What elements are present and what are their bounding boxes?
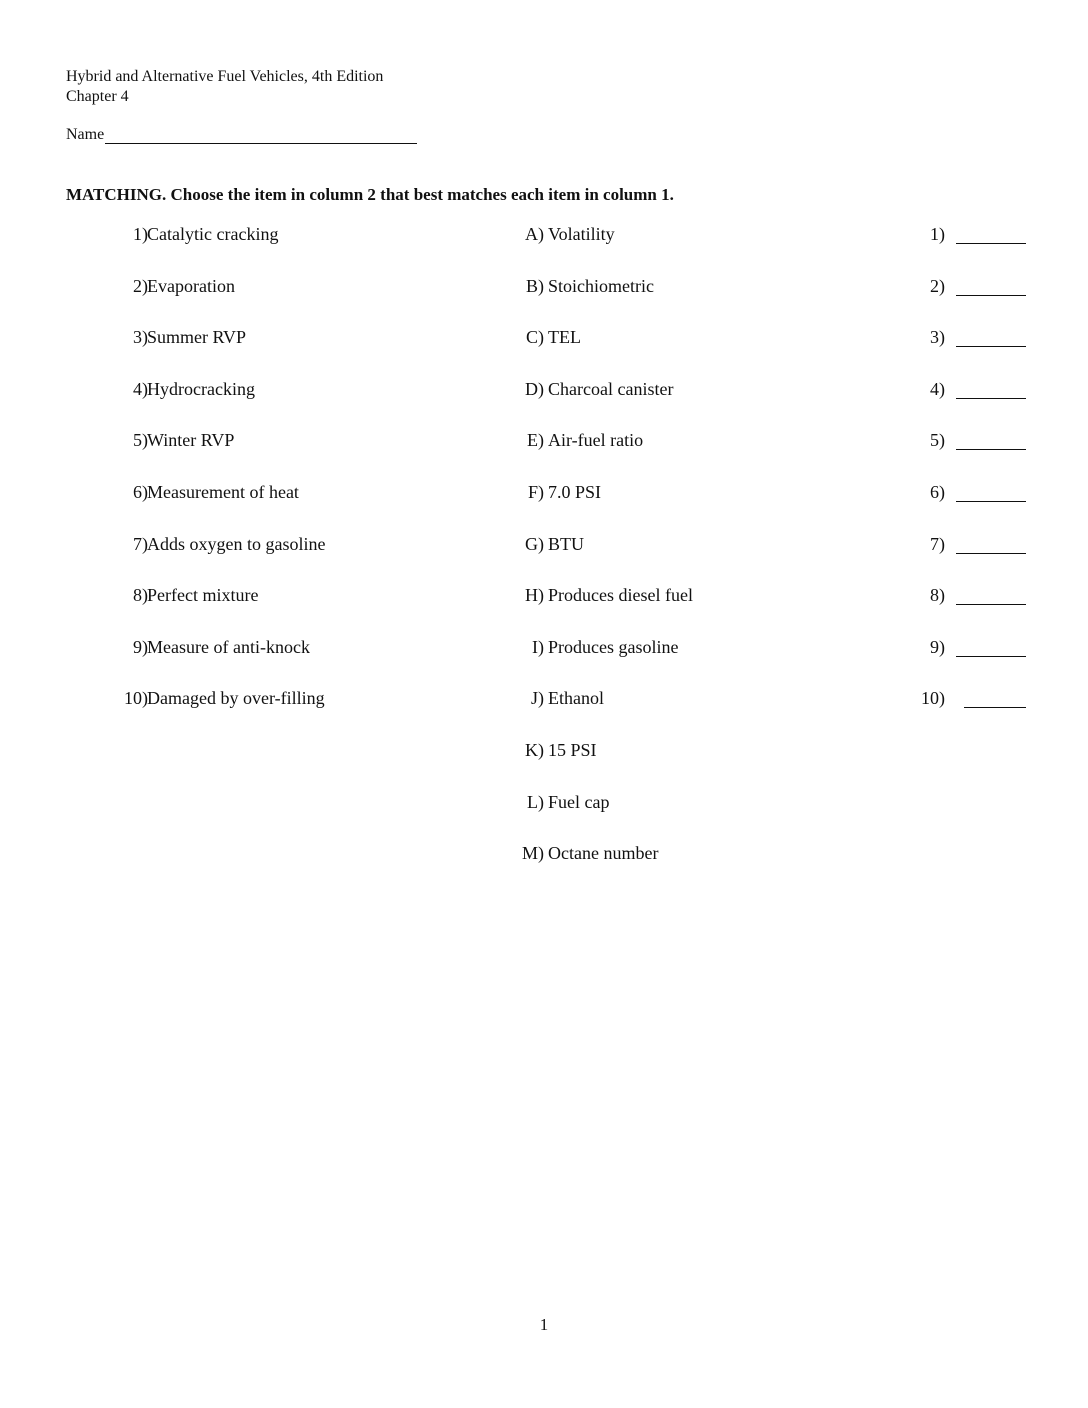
column2-letter: J) xyxy=(531,688,544,709)
column1-term: Measurement of heat xyxy=(147,482,299,502)
column2-letter: I) xyxy=(532,636,544,657)
column1-term: Perfect mixture xyxy=(147,585,259,606)
column1-number: 5) xyxy=(133,430,148,451)
answer-number: 6) xyxy=(930,482,945,502)
column1-term: Hydrocracking xyxy=(147,378,255,399)
column2-term: 7.0 PSI xyxy=(548,482,602,502)
column2-term: BTU xyxy=(548,533,584,554)
answer-blank[interactable] xyxy=(956,501,1026,502)
column2-letter: K) xyxy=(525,740,544,760)
answer-blank[interactable] xyxy=(956,656,1026,657)
chapter-label: Chapter 4 xyxy=(66,88,129,105)
column1-term: Winter RVP xyxy=(147,430,235,451)
answer-number: 10) xyxy=(921,688,945,709)
matching-row xyxy=(0,843,1088,867)
answer-number: 2) xyxy=(930,275,945,296)
column1-number: 8) xyxy=(133,585,148,606)
matching-row xyxy=(0,327,1088,351)
answer-number: 8) xyxy=(930,585,945,606)
column2-letter: M) xyxy=(522,843,544,864)
answer-number: 5) xyxy=(930,430,945,451)
column2-term: Octane number xyxy=(548,843,659,864)
column2-term: Produces gasoline xyxy=(548,636,679,657)
answer-blank[interactable] xyxy=(956,398,1026,399)
column2-term: Ethanol xyxy=(548,688,604,709)
answer-blank[interactable] xyxy=(956,553,1026,554)
column1-term: Summer RVP xyxy=(147,327,247,348)
column2-term: Volatility xyxy=(548,224,615,244)
column2-letter: H) xyxy=(525,585,544,606)
column2-term: 15 PSI xyxy=(548,740,597,760)
column2-letter: A) xyxy=(525,224,544,244)
answer-number: 1) xyxy=(930,224,945,244)
answer-number: 4) xyxy=(930,378,945,399)
book-title: Hybrid and Alternative Fuel Vehicles, 4th Edition xyxy=(66,68,384,85)
column1-number: 7) xyxy=(133,533,148,554)
column2-term: Air-fuel ratio xyxy=(548,430,644,451)
matching-row xyxy=(0,792,1088,816)
column1-number: 10) xyxy=(124,688,148,709)
column1-number: 3) xyxy=(133,327,148,348)
name-label: Name xyxy=(66,126,105,143)
answer-number: 3) xyxy=(930,327,945,348)
matching-row xyxy=(0,740,1088,764)
matching-row xyxy=(0,482,1088,506)
name-field[interactable] xyxy=(66,125,417,144)
matching-row xyxy=(0,534,1088,558)
column1-number: 1) xyxy=(133,224,148,244)
matching-row xyxy=(0,637,1088,661)
column1-term: Catalytic cracking xyxy=(147,224,279,244)
column1-term: Adds oxygen to gasoline xyxy=(147,533,326,554)
answer-blank[interactable] xyxy=(964,707,1026,708)
column1-term: Evaporation xyxy=(147,275,235,296)
answer-blank[interactable] xyxy=(956,449,1026,450)
column1-term: Measure of anti-knock xyxy=(147,636,310,657)
name-blank-line[interactable] xyxy=(105,125,417,144)
answer-blank[interactable] xyxy=(956,346,1026,347)
answer-number: 7) xyxy=(930,533,945,554)
matching-row xyxy=(0,379,1088,403)
column2-letter: C) xyxy=(526,327,544,348)
answer-blank[interactable] xyxy=(956,604,1026,605)
column2-letter: E) xyxy=(527,430,544,451)
column2-letter: B) xyxy=(526,275,544,296)
column2-letter: F) xyxy=(527,482,544,502)
instructions: MATCHING. Choose the item in column 2 that best matches each item in column 1. xyxy=(66,185,674,204)
column2-term: Stoichiometric xyxy=(548,275,654,296)
column2-term: Charcoal canister xyxy=(548,378,674,399)
column1-number: 2) xyxy=(133,275,148,296)
column1-term: Damaged by over-filling xyxy=(147,688,325,709)
answer-blank[interactable] xyxy=(956,243,1026,244)
matching-row xyxy=(0,276,1088,300)
column1-number: 9) xyxy=(133,636,148,657)
column2-letter: D) xyxy=(525,378,544,399)
matching-row xyxy=(0,585,1088,609)
answer-number: 9) xyxy=(930,636,945,657)
column2-letter: L) xyxy=(527,791,544,812)
column2-term: Produces diesel fuel xyxy=(548,585,693,606)
column2-term: Fuel cap xyxy=(548,791,610,812)
column2-letter: G) xyxy=(525,533,544,554)
answer-blank[interactable] xyxy=(956,295,1026,296)
matching-row xyxy=(0,224,1088,248)
page-number: 1 xyxy=(539,1315,549,1334)
matching-row xyxy=(0,430,1088,454)
column2-term: TEL xyxy=(548,327,581,348)
column1-number: 6) xyxy=(133,482,148,502)
matching-row xyxy=(0,688,1088,712)
column1-number: 4) xyxy=(133,378,148,399)
